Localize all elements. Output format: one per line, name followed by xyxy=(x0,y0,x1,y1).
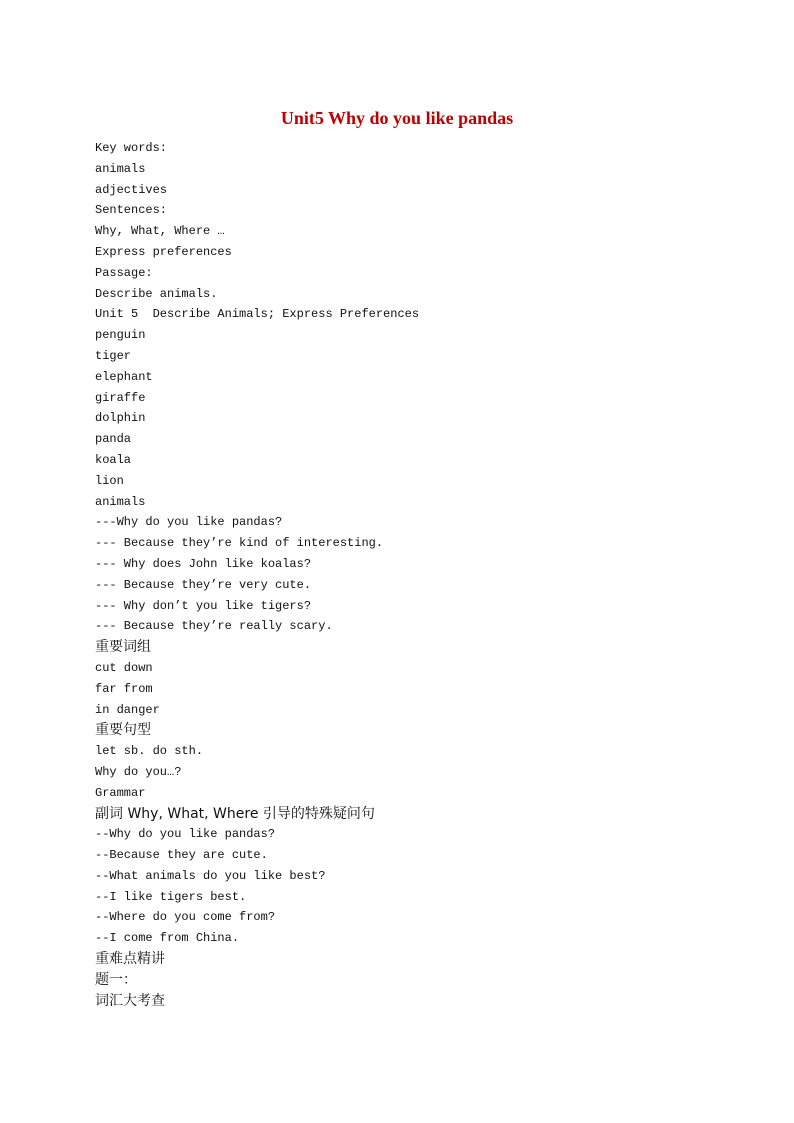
text-line: Unit 5 Describe Animals; Express Preferences xyxy=(95,307,420,322)
text-line: Passage: xyxy=(95,265,153,280)
text-line: --I come from China. xyxy=(95,931,240,946)
section-heading: 重要句型 xyxy=(95,722,151,739)
text-line: let sb. do sth. xyxy=(95,744,204,759)
text-line: --I like tigers best. xyxy=(95,889,247,904)
text-line: giraffe xyxy=(95,390,146,405)
text-line: elephant xyxy=(95,369,153,384)
document-title: Unit5 Why do you like pandas xyxy=(280,108,514,128)
text-line: Why do you…? xyxy=(95,764,182,779)
text-line: penguin xyxy=(95,328,146,343)
text-line: --What animals do you like best? xyxy=(95,868,326,883)
section-heading: 重难点精讲 xyxy=(95,951,165,968)
text-line: animals xyxy=(95,161,146,176)
text-line: Key words: xyxy=(95,141,168,155)
text-line: --- Because they’re kind of interesting. xyxy=(95,536,384,551)
text-line: --- Why don’t you like tigers? xyxy=(95,598,312,613)
text-line: Why, What, Where … xyxy=(95,224,225,239)
text-line: koala xyxy=(95,452,132,467)
text-line: far from xyxy=(95,681,153,696)
text-line: Express preferences xyxy=(95,244,232,259)
text-line: in danger xyxy=(95,702,160,717)
section-heading: 词汇大考查 xyxy=(95,992,165,1009)
text-line: --Because they are cute. xyxy=(95,848,268,863)
text-line: --Why do you like pandas? xyxy=(95,827,276,842)
text-line: --- Because they’re really scary. xyxy=(95,619,333,634)
text-line: animals xyxy=(95,494,146,509)
text-line: --Where do you come from? xyxy=(95,910,276,925)
text-line: cut down xyxy=(95,660,153,675)
text-line: --- Why does John like koalas? xyxy=(95,556,312,571)
text-line: panda xyxy=(95,432,132,447)
text-line: ---Why do you like pandas? xyxy=(95,515,283,530)
section-heading: 重要词组 xyxy=(95,639,151,656)
section-heading: 副词 Why, What, Where 引导的特殊疑问句 xyxy=(95,805,375,822)
text-line: --- Because they’re very cute. xyxy=(95,577,312,592)
section-heading: 题一： xyxy=(95,971,137,988)
text-line: Describe animals. xyxy=(95,286,218,301)
document-body xyxy=(95,138,735,1011)
text-line: dolphin xyxy=(95,411,146,426)
text-line: Grammar xyxy=(95,785,146,800)
text-line: adjectives xyxy=(95,182,168,197)
text-line: tiger xyxy=(95,348,132,363)
text-line: Sentences: xyxy=(95,203,168,218)
text-line: lion xyxy=(95,473,124,488)
